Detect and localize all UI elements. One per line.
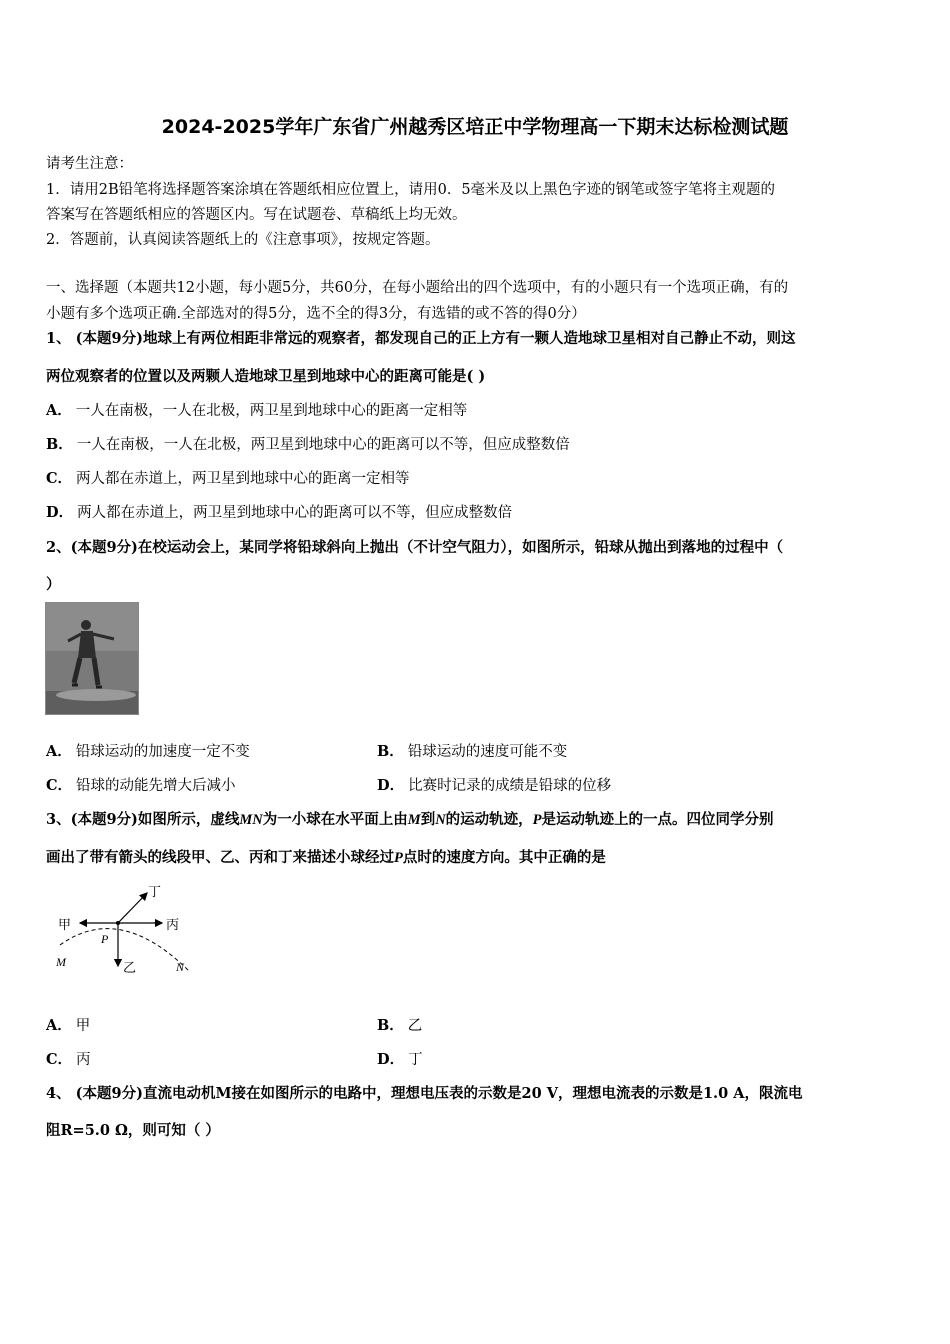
option-text: 甲: [75, 1018, 91, 1034]
option-label: A．: [46, 743, 72, 760]
q3-var-mn: MN: [239, 812, 263, 828]
label-n: N: [176, 960, 185, 974]
question-3-stem: [46, 808, 774, 829]
option-label: B．: [377, 1017, 404, 1034]
option-text: 铅球的动能先增大后减小: [76, 778, 236, 794]
option-label: C．: [46, 777, 73, 794]
question-2-stem-cont: ）: [46, 576, 61, 593]
option-label: D．: [46, 504, 74, 521]
velocity-diagram: [50, 880, 200, 980]
option-text: 两人都在赤道上，两卫星到地球中心的距离可以不等，但应成整数倍: [77, 505, 513, 521]
q1-option-a: [46, 399, 467, 420]
q2-option-d: [377, 774, 611, 795]
option-label: B．: [46, 436, 73, 453]
shot-put-figure: [46, 603, 138, 714]
q3-option-a: [46, 1014, 90, 1035]
q3-text-5: 是运动轨迹上的一点。四位同学分别: [541, 811, 774, 828]
question-2-stem: 2、(本题9分)在校运动会上，某同学将铅球斜向上抛出（不计空气阻力），如图所示，铅球从抛出到落地的过程中（: [46, 539, 784, 556]
question-1-stem-cont: 两位观察者的位置以及两颗人造地球卫星到地球中心的距离可能是( ): [46, 368, 486, 385]
q3-option-d: [377, 1048, 423, 1069]
notice-item-1-cont: 答案写在答题纸相应的答题区内。写在试题卷、草稿纸上均无效。: [46, 207, 467, 223]
notice-item-2: 2．答题前，认真阅读答题纸上的《注意事项》，按规定答题。: [46, 232, 440, 248]
q3-var-p: P: [532, 812, 542, 828]
q3-text-6: 画出了带有箭头的线段甲、乙、丙和丁来描述小球经过: [46, 849, 394, 866]
label-ding: 丁: [148, 885, 162, 900]
q1-option-d: [46, 501, 512, 522]
label-bing: 丙: [166, 918, 180, 933]
label-jia: 甲: [58, 918, 72, 933]
arrow-ding: [118, 893, 147, 923]
q3-text-7: 点时的速度方向。其中正确的是: [402, 849, 606, 866]
option-text: 铅球运动的加速度一定不变: [75, 744, 250, 760]
option-text: 铅球运动的速度可能不变: [407, 744, 568, 760]
option-text: 丙: [76, 1052, 91, 1068]
q3-text-2: 为一小球在水平面上由: [262, 811, 408, 828]
option-label: D．: [377, 1051, 405, 1068]
option-label: C．: [46, 1051, 73, 1068]
option-text: 两人都在赤道上，两卫星到地球中心的距离一定相等: [76, 471, 410, 487]
label-p: P: [101, 932, 109, 946]
question-3-stem-cont: [46, 846, 606, 867]
question-4-stem-cont: 阻R=5.0 Ω，则可知（ ）: [46, 1122, 220, 1139]
q2-option-a: [46, 740, 250, 761]
label-yi: 乙: [123, 961, 137, 976]
option-text: 乙: [407, 1018, 423, 1034]
option-label: B．: [377, 743, 404, 760]
option-label: D．: [377, 777, 405, 794]
section-heading: 一、选择题（本题共12小题，每小题5分，共60分，在每小题给出的四个选项中，有的小题只有一个选项正确，有的: [46, 280, 789, 296]
option-label: C．: [46, 470, 73, 487]
q3-var-n: N: [435, 812, 446, 828]
q3-text-3: 到: [420, 811, 436, 828]
question-1-stem: 1、 (本题9分)地球上有两位相距非常远的观察者，都发现自己的正上方有一颗人造地球卫星相对自己静止不动，则这: [46, 330, 796, 347]
page-title: 2024-2025学年广东省广州越秀区培正中学物理高一下期末达标检测试题: [161, 116, 789, 138]
q3-text-1: 3、(本题9分)如图所示，虚线: [46, 811, 240, 828]
option-text: 一人在南极，一人在北极，两卫星到地球中心的距离可以不等，但应成整数倍: [76, 437, 570, 453]
q3-text-4: 的运动轨迹，: [445, 811, 533, 828]
option-label: A．: [46, 1017, 72, 1034]
shot-put-photo: [45, 602, 139, 715]
section-heading-cont: 小题有多个选项正确.全部选对的得5分，选不全的得3分，有选错的或不答的得0分）: [46, 306, 586, 322]
option-text: 一人在南极，一人在北极，两卫星到地球中心的距离一定相等: [75, 403, 468, 419]
q3-var-m: M: [407, 812, 421, 828]
point-p: [116, 921, 120, 925]
notice-heading: 请考生注意：: [46, 156, 133, 172]
q2-option-c: [46, 774, 236, 795]
notice-item-1: 1．请用2B铅笔将选择题答案涂填在答题纸相应位置上，请用0．5毫米及以上黑色字迹的钢笔或签字笔将主观题的: [46, 182, 776, 198]
option-text: 丁: [408, 1052, 423, 1068]
q2-option-b: [377, 740, 567, 761]
q3-var-p2: P: [394, 850, 403, 866]
q1-option-c: [46, 467, 410, 488]
q3-option-c: [46, 1048, 91, 1069]
q1-option-b: [46, 433, 570, 454]
question-4-stem: 4、 (本题9分)直流电动机M接在如图所示的电路中，理想电压表的示数是20 V，理想电流表的示数是1.0 A，限流电: [46, 1085, 803, 1102]
q3-option-b: [377, 1014, 422, 1035]
option-label: A．: [46, 402, 72, 419]
option-text: 比赛时记录的成绩是铅球的位移: [408, 778, 612, 794]
label-m: M: [56, 955, 66, 969]
